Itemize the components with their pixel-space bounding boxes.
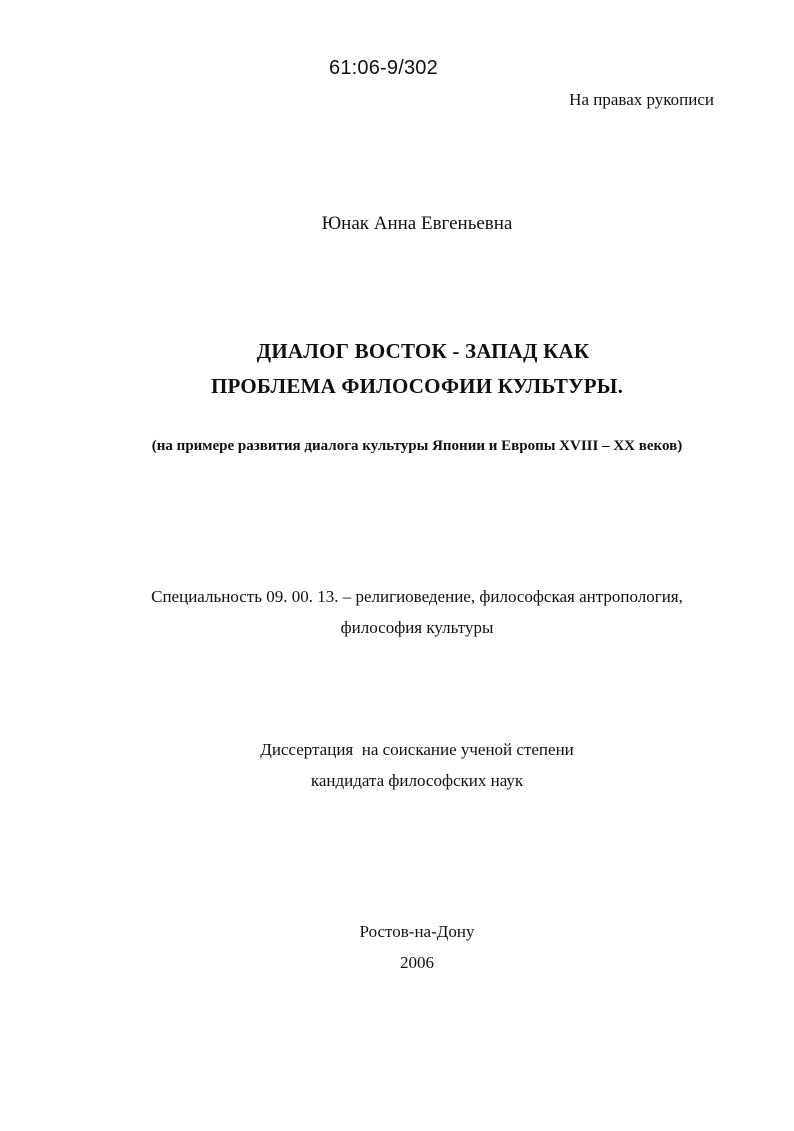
catalog-number: 61:06-9/302 [329, 57, 438, 79]
specialty-line-1: Специальность 09. 00. 13. – религиоведение, философская антропология, [151, 587, 683, 606]
author-name: Юнак Анна Евгеньевна [321, 213, 513, 234]
year: 2006 [400, 953, 434, 972]
city: Ростов-на-Дону [359, 922, 475, 941]
title-line-1: ДИАЛОГ ВОСТОК - ЗАПАД КАК [256, 339, 590, 363]
dissertation-line-1: Диссертация на соискание ученой степени [260, 740, 574, 759]
title-line-2: ПРОБЛЕМА ФИЛОСОФИИ КУЛЬТУРЫ. [210, 374, 624, 398]
specialty-line-2: философия культуры [340, 618, 494, 637]
dissertation-line-2: кандидата философских наук [310, 771, 524, 790]
subtitle: (на примере развития диалога культуры Японии и Европы XVIII – XX веков) [151, 438, 683, 454]
rights-note: На правах рукописи [569, 90, 714, 109]
